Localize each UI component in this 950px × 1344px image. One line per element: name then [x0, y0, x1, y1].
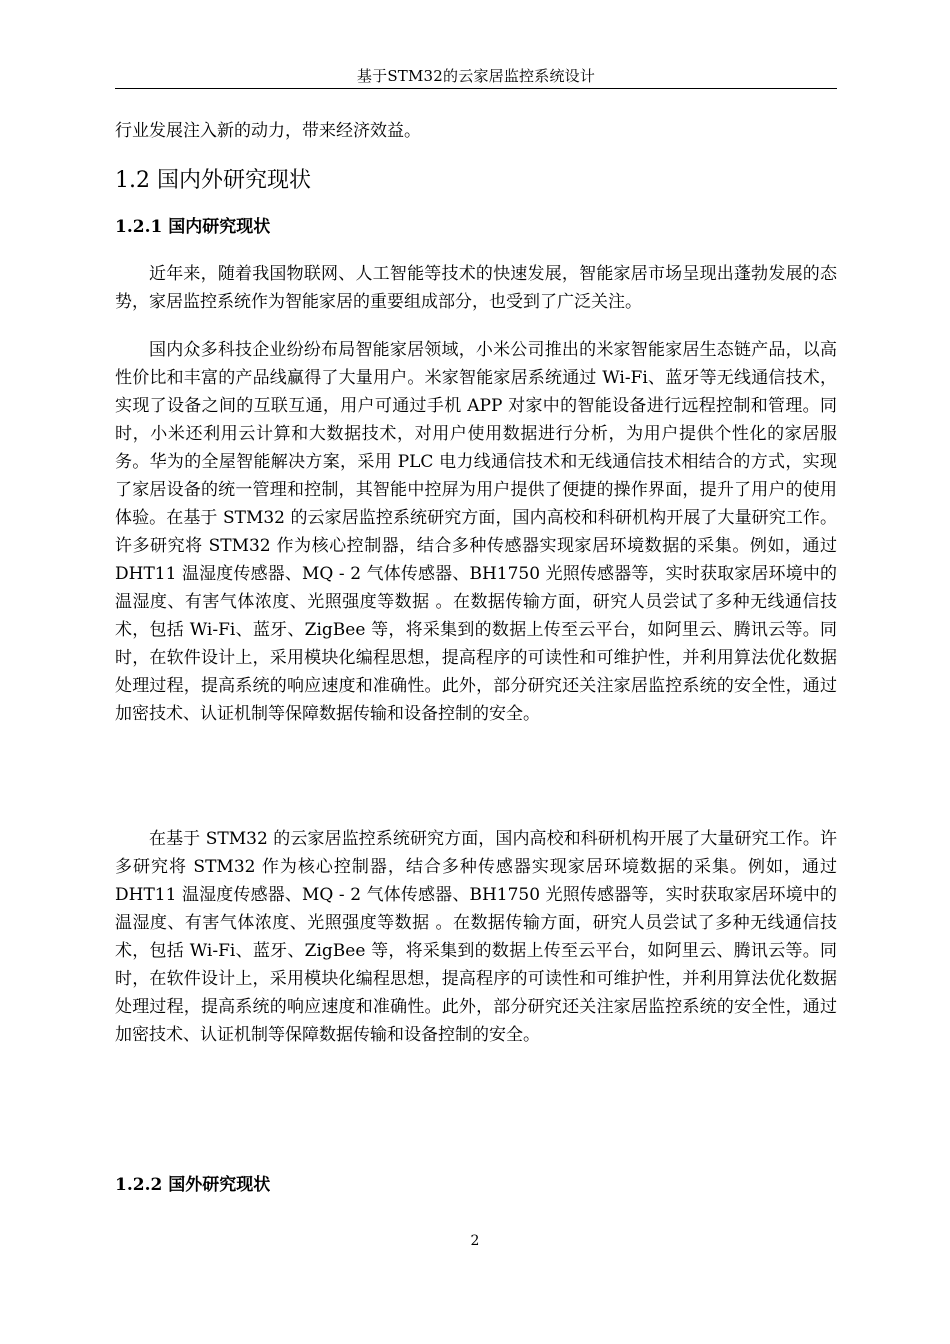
running-header: 基于STM32的云家居监控系统设计 [356, 67, 596, 85]
paragraph-1: 近年来，随着我国物联网、人工智能等技术的快速发展，智能家居市场呈现出蓬勃发展的态势，家居监控系统作为智能家居的重要组成部分，也受到了广泛关注。 [115, 264, 837, 312]
page-number: 2 [470, 1233, 480, 1249]
paragraph-3: 在基于 STM32 的云家居监控系统研究方面，国内高校和科研机构开展了大量研究工作。许多研究将 STM32 作为核心控制器，结合多种传感器实现家居环境数据的采集。例如，通过 DHT11 温湿度传感器、MQ - 2 气体传感器、BH1750 光照传感器等，实时获取家居环境中的温湿度、有害气体浓度、光照强度等数据 。在数据传输方面，研究人员尝试了多种无线通信技术，包括 Wi-Fi、蓝牙、ZigBee 等，将采集到的数据上传至云平台，如阿里云、腾讯云等。同时，在软件设计上，采用模块化编程思想，提高程序的可读性和可维护性，并利用算法优化数据处理过程，提高系统的响应速度和准确性。此外，部分研究还关注家居监控系统的安全性，通过加密技术、认证机制等保障数据传输和设备控制的安全。 [115, 829, 837, 1045]
header-rule [115, 88, 837, 89]
section-heading: 1.2 国内外研究现状 [115, 168, 311, 193]
subsection-heading-foreign: 1.2.2 国外研究现状 [115, 1175, 271, 1195]
subsection-heading-domestic: 1.2.1 国内研究现状 [115, 217, 271, 237]
paragraph-2: 国内众多科技企业纷纷布局智能家居领域，小米公司推出的米家智能家居生态链产品，以高性价比和丰富的产品线赢得了大量用户。米家智能家居系统通过 Wi-Fi、蓝牙等无线通信技术，实现了设备之间的互联互通，用户可通过手机 APP 对家中的智能设备进行远程控制和管理。同时，小米还利用云计算和大数据技术，对用户使用数据进行分析，为用户提供个性化的家居服务。华为的全屋智能解决方案，采用 PLC 电力线通信技术和无线通信技术相结合的方式，实现了家居设备的统一管理和控制，其智能中控屏为用户提供了便捷的操作界面，提升了用户的使用体验。在基于 STM32 的云家居监控系统研究方面，国内高校和科研机构开展了大量研究工作。许多研究将 STM32 作为核心控制器，结合多种传感器实现家居环境数据的采集。例如，通过 DHT11 温湿度传感器、MQ - 2 气体传感器、BH1750 光照传感器等，实时获取家居环境中的温湿度、有害气体浓度、光照强度等数据 。在数据传输方面，研究人员尝试了多种无线通信技术，包括 Wi-Fi、蓝牙、ZigBee 等，将采集到的数据上传至云平台，如阿里云、腾讯云等。同时，在软件设计上，采用模块化编程思想，提高程序的可读性和可维护性，并利用算法优化数据处理过程，提高系统的响应速度和准确性。此外，部分研究还关注家居监控系统的安全性，通过加密技术、认证机制等保障数据传输和设备控制的安全。 [115, 340, 837, 724]
carryover-paragraph: 行业发展注入新的动力，带来经济效益。 [115, 121, 421, 141]
